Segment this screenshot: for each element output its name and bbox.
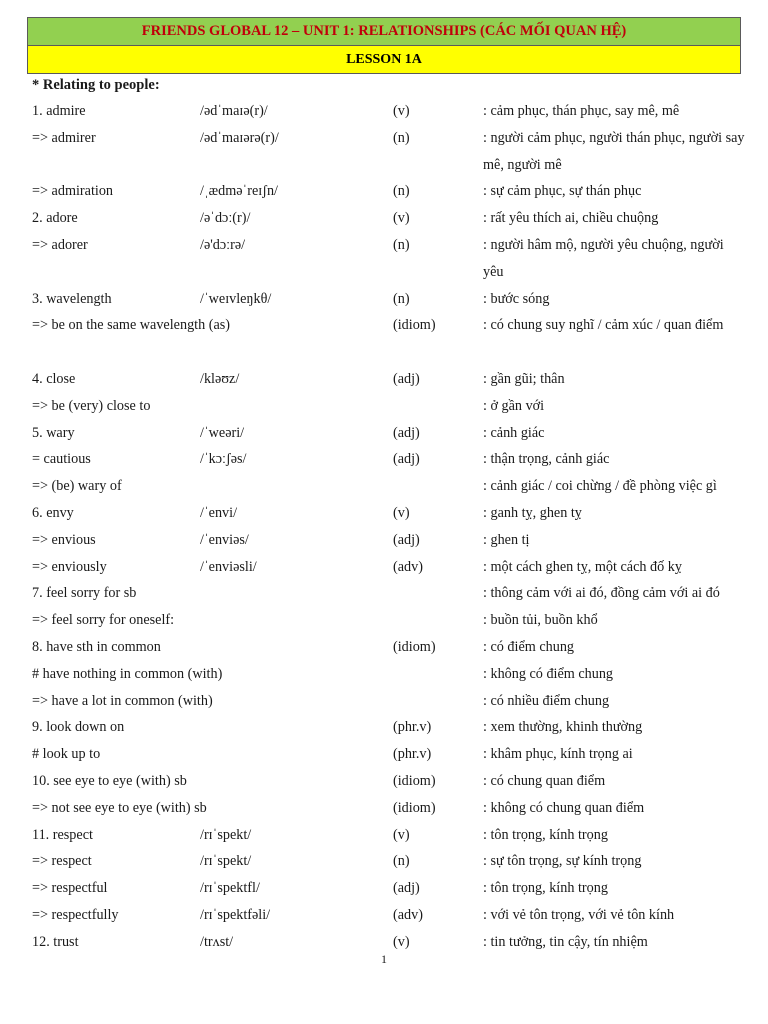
vocab-meaning: : người cảm phục, người thán phục, người say mê, người mê xyxy=(483,129,745,173)
vocab-term: 1. admire xyxy=(32,103,86,119)
vocab-part-of-speech: (idiom) xyxy=(393,317,436,334)
vocab-pronunciation: /ˈweəri/ xyxy=(200,424,245,441)
vocab-part-of-speech: (adj) xyxy=(393,531,420,548)
lesson-heading-text: LESSON 1A xyxy=(346,51,422,67)
vocab-term: = cautious xyxy=(32,451,91,468)
vocab-term: 6. envy xyxy=(32,504,74,521)
vocab-part-of-speech: (v) xyxy=(393,504,410,521)
vocab-meaning: : gần gũi; thân xyxy=(483,370,565,387)
vocab-part-of-speech: (n) xyxy=(393,236,410,253)
vocab-term: 2. adore xyxy=(32,210,78,227)
vocab-meaning: : cảm phục, thán phục, say mê, mê xyxy=(483,103,680,119)
vocab-row xyxy=(32,527,742,554)
vocab-term: # have nothing in common (with) xyxy=(32,665,223,682)
vocab-meaning: : tin tưởng, tin cậy, tín nhiệm xyxy=(483,933,648,950)
vocab-row xyxy=(32,822,742,849)
vocabulary-list xyxy=(32,98,745,956)
vocab-meaning: : khâm phục, kính trọng ai xyxy=(483,746,633,763)
vocab-pronunciation: /rɪˈspektfəli/ xyxy=(200,906,271,923)
vocab-term: => (be) wary of xyxy=(32,478,122,495)
vocab-term: => respectful xyxy=(32,880,108,897)
vocab-term: 12. trust xyxy=(32,933,79,950)
vocab-row xyxy=(32,580,742,607)
vocab-row xyxy=(32,875,742,902)
vocab-row xyxy=(32,420,742,447)
vocab-term: 9. look down on xyxy=(32,719,125,736)
vocab-part-of-speech: (v) xyxy=(393,826,410,843)
vocab-row xyxy=(32,634,742,661)
vocab-meaning: : ở gần với xyxy=(483,397,545,414)
vocab-term: 7. feel sorry for sb xyxy=(32,585,137,602)
vocab-meaning: : có chung quan điểm xyxy=(483,772,606,789)
vocab-term: => feel sorry for oneself: xyxy=(32,612,175,629)
section-heading: * Relating to people: xyxy=(32,77,160,93)
vocab-meaning: : rất yêu thích ai, chiều chuộng xyxy=(483,210,659,227)
vocab-term: => envious xyxy=(32,531,96,548)
vocab-row xyxy=(32,902,742,929)
vocab-pronunciation: /ˌædməˈreɪʃn/ xyxy=(200,183,279,200)
vocab-part-of-speech: (phr.v) xyxy=(393,746,432,763)
vocab-row xyxy=(32,714,742,741)
vocab-term: => be (very) close to xyxy=(32,397,151,414)
vocab-meaning: : không có chung quan điểm xyxy=(483,799,645,816)
vocab-row xyxy=(32,446,742,473)
vocab-part-of-speech: (n) xyxy=(393,183,410,200)
vocab-meaning: : xem thường, khinh thường xyxy=(483,719,643,736)
vocab-pronunciation: /ədˈmaɪə(r)/ xyxy=(200,103,268,119)
vocab-part-of-speech: (idiom) xyxy=(393,638,436,655)
vocab-row xyxy=(32,741,742,768)
vocab-meaning: : thông cảm với ai đó, đồng cảm với ai đó xyxy=(483,585,720,602)
vocab-pronunciation: /kləʊz/ xyxy=(200,370,240,387)
vocab-part-of-speech: (n) xyxy=(393,853,410,870)
vocab-row xyxy=(32,205,742,232)
vocab-pronunciation: /ˈenviəsli/ xyxy=(200,558,257,575)
vocab-pronunciation: /ˈweɪvleŋkθ/ xyxy=(200,290,272,307)
vocab-row xyxy=(32,500,742,527)
vocab-meaning: : có nhiều điểm chung xyxy=(483,692,610,709)
vocab-row xyxy=(32,795,742,822)
vocab-term: => have a lot in common (with) xyxy=(32,692,213,709)
vocab-row xyxy=(32,366,742,393)
document-title-text: FRIENDS GLOBAL 12 – UNIT 1: RELATIONSHIPS (CÁC MỐI QUAN HỆ) xyxy=(141,23,627,39)
vocab-pronunciation: /əˈdɔː(r)/ xyxy=(200,210,251,227)
vocab-meaning: : với vẻ tôn trọng, với vẻ tôn kính xyxy=(483,906,675,923)
vocab-term: 3. wavelength xyxy=(32,290,112,307)
vocab-row xyxy=(32,98,742,125)
vocab-row xyxy=(32,312,742,366)
vocab-term: 11. respect xyxy=(32,826,93,843)
vocab-meaning: : tôn trọng, kính trọng xyxy=(483,826,608,843)
vocab-meaning: : ghen tị xyxy=(483,531,530,548)
vocab-meaning: : thận trọng, cảnh giác xyxy=(483,451,610,468)
vocab-term: # look up to xyxy=(32,746,101,763)
vocab-row xyxy=(32,768,742,795)
vocab-part-of-speech: (adj) xyxy=(393,370,420,387)
vocab-meaning: : người hâm mộ, người yêu chuộng, người yêu xyxy=(483,236,724,280)
vocab-part-of-speech: (adv) xyxy=(393,906,423,923)
page-number: 1 xyxy=(381,952,387,966)
vocab-term: => respectfully xyxy=(32,906,119,923)
vocab-row xyxy=(32,232,742,286)
vocab-row xyxy=(32,393,742,420)
vocab-term: => respect xyxy=(32,853,92,870)
vocab-pronunciation: /rɪˈspektfl/ xyxy=(200,880,260,897)
vocab-meaning: : có chung suy nghĩ / cảm xúc / quan điểm xyxy=(483,317,724,334)
vocab-part-of-speech: (v) xyxy=(393,933,410,950)
vocab-part-of-speech: (v) xyxy=(393,210,410,227)
vocab-row xyxy=(32,473,742,500)
vocab-meaning: : cảnh giác xyxy=(483,424,545,441)
vocab-pronunciation: /ˈenvi/ xyxy=(200,504,238,521)
vocab-pronunciation: /ˈkɔːʃəs/ xyxy=(200,451,247,468)
vocab-pronunciation: /rɪˈspekt/ xyxy=(200,853,252,870)
vocab-term: 5. wary xyxy=(32,424,75,441)
vocab-meaning: : tôn trọng, kính trọng xyxy=(483,880,608,897)
vocab-meaning: : sự tôn trọng, sự kính trọng xyxy=(483,853,642,870)
vocab-part-of-speech: (adj) xyxy=(393,424,420,441)
lesson-heading xyxy=(27,45,741,74)
vocab-row xyxy=(32,848,742,875)
vocab-term: => admirer xyxy=(32,129,96,146)
vocab-part-of-speech: (phr.v) xyxy=(393,719,432,736)
vocab-term: => enviously xyxy=(32,558,107,575)
vocab-term: 4. close xyxy=(32,370,76,387)
vocab-row xyxy=(32,178,742,205)
vocab-part-of-speech: (idiom) xyxy=(393,772,436,789)
vocab-part-of-speech: (adj) xyxy=(393,451,420,468)
vocab-term: 8. have sth in common xyxy=(32,638,161,655)
vocab-part-of-speech: (n) xyxy=(393,290,410,307)
vocab-meaning: : không có điểm chung xyxy=(483,665,614,682)
vocab-term: 10. see eye to eye (with) sb xyxy=(32,772,187,789)
vocab-part-of-speech: (n) xyxy=(393,129,410,146)
vocab-pronunciation: /ˈenviəs/ xyxy=(200,531,249,548)
document-title xyxy=(27,17,741,46)
vocab-row xyxy=(32,286,742,313)
vocab-meaning: : sự cảm phục, sự thán phục xyxy=(483,183,642,200)
vocab-meaning: : bước sóng xyxy=(483,290,550,307)
vocab-part-of-speech: (idiom) xyxy=(393,799,436,816)
vocab-term: => admiration xyxy=(32,183,114,200)
vocab-meaning: : có điểm chung xyxy=(483,638,575,655)
vocab-term: => not see eye to eye (with) sb xyxy=(32,799,207,816)
vocab-term: => adorer xyxy=(32,236,88,253)
vocab-term: => be on the same wavelength (as) xyxy=(32,317,231,334)
vocab-row xyxy=(32,661,742,688)
vocab-pronunciation: /trʌst/ xyxy=(200,933,234,950)
vocab-part-of-speech: (adj) xyxy=(393,880,420,897)
vocab-meaning: : buồn tủi, buồn khổ xyxy=(483,612,598,629)
vocab-row xyxy=(32,688,742,715)
vocab-meaning: : một cách ghen tỵ, một cách đố kỵ xyxy=(483,558,682,575)
vocab-pronunciation: /rɪˈspekt/ xyxy=(200,826,252,843)
vocab-row xyxy=(32,554,742,581)
vocab-row xyxy=(32,125,745,179)
vocab-meaning: : ganh tỵ, ghen tỵ xyxy=(483,504,582,521)
vocab-pronunciation: /ədˈmaɪərə(r)/ xyxy=(200,129,279,146)
vocab-part-of-speech: (v) xyxy=(393,103,410,119)
vocab-row xyxy=(32,607,742,634)
vocab-meaning: : cảnh giác / coi chừng / đề phòng việc gì xyxy=(483,478,717,495)
vocab-pronunciation: /ə'dɔːrə/ xyxy=(200,236,246,253)
vocab-part-of-speech: (adv) xyxy=(393,558,423,575)
